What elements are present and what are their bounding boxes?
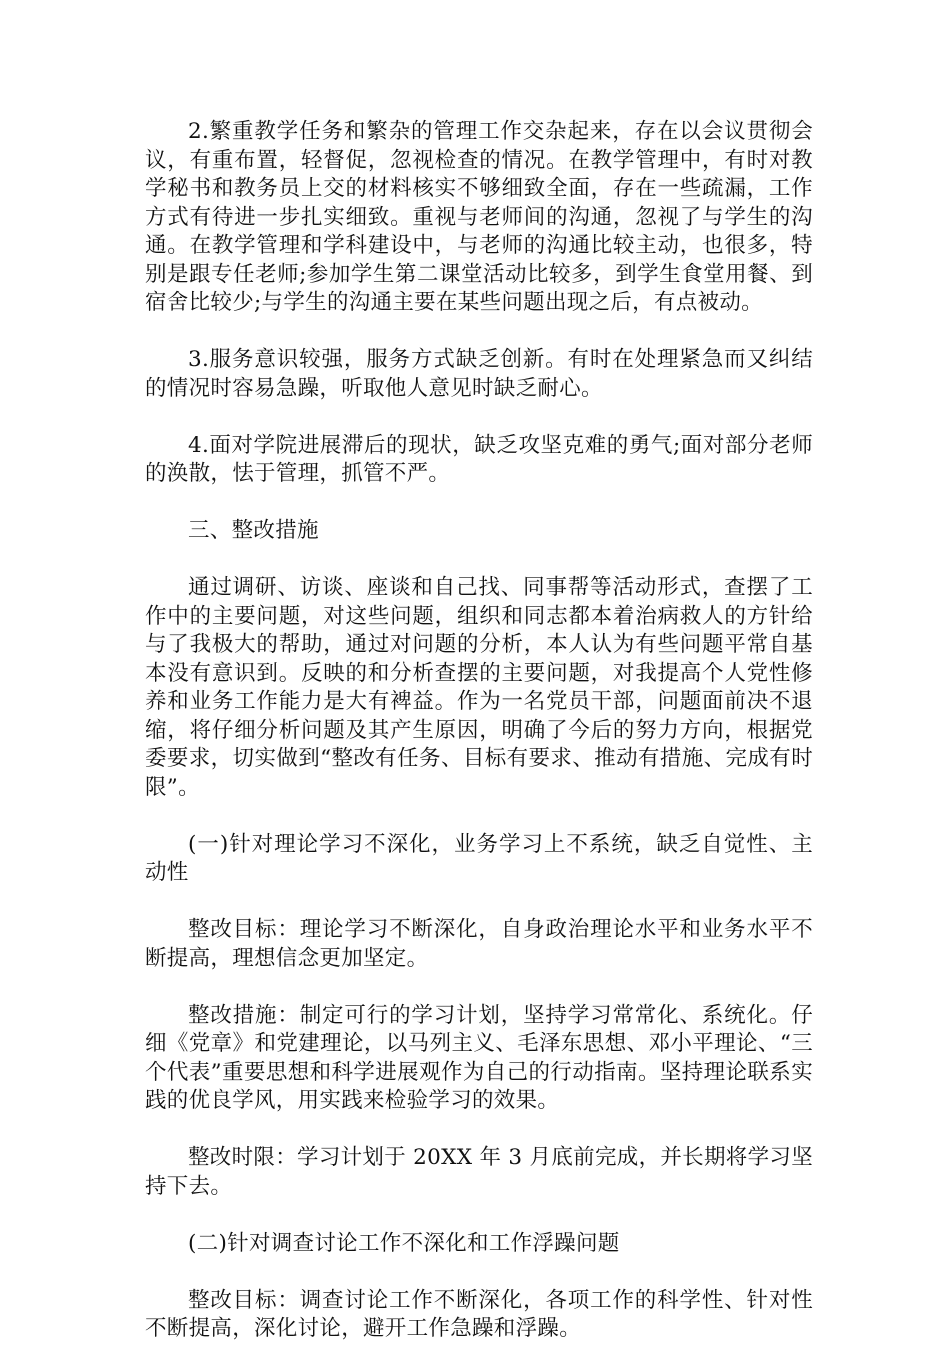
subheading-item-2: (二)针对调查讨论工作不深化和工作浮躁问题 [188,1230,620,1256]
document-page [145,118,813,1372]
subheading-item-1: (一)针对理论学习不深化，业务学习上不系统，缺乏自觉性、主动性 [145,831,813,885]
paragraph-problem-3: 3.服务意识较强，服务方式缺乏创新。有时在处理紧急而又纠结的情况时容易急躁，听取他人意见时缺乏耐心。 [145,347,813,401]
paragraph-measures-1: 整改措施：制定可行的学习计划，坚持学习常常化、系统化。仔细《党章》和党建理论，以马列主义、毛泽东思想、邓小平理论、“三个代表”重要思想和科学进展观作为自己的行动指南。坚持理论联系实践的优良学风，用实践来检验学习的效果。 [145,1002,813,1113]
paragraph-problem-4: 4.面对学院进展滞后的现状，缺乏攻坚克难的勇气;面对部分老师的涣散，怯于管理，抓管不严。 [145,432,813,486]
paragraph-problem-2: 2.繁重教学任务和繁杂的管理工作交杂起来，存在以会议贯彻会议，有重布置，轻督促，忽视检查的情况。在教学管理中，有时对教学秘书和教务员上交的材料核实不够细致全面，存在一些疏漏，工作方式有待进一步扎实细致。重视与老师间的沟通，忽视了与学生的沟通。在教学管理和学科建设中，与老师的沟通比较主动，也很多，特别是跟专任老师;参加学生第二课堂活动比较多，到学生食堂用餐、到宿舍比较少;与学生的沟通主要在某些问题出现之后，有点被动。 [145,119,813,315]
paragraph-intro: 通过调研、访谈、座谈和自己找、同事帮等活动形式，查摆了工作中的主要问题，对这些问题，组织和同志都本着治病救人的方针给与了我极大的帮助，通过对问题的分析，本人认为有些问题平常自基本没有意识到。反映的和分析查摆的主要问题，对我提高个人党性修养和业务工作能力是大有裨益。作为一名党员干部，问题面前决不退缩，将仔细分析问题及其产生原因，明确了今后的努力方向，根据党委要求，切实做到“整改有任务、目标有要求、推动有措施、完成有时限”。 [145,575,813,800]
paragraph-deadline-1: 整改时限：学习计划于 20XX 年 3 月底前完成，并长期将学习坚持下去。 [145,1145,813,1199]
paragraph-goal-1: 整改目标：理论学习不断深化，自身政治理论水平和业务水平不断提高，理想信念更加坚定。 [145,917,813,971]
paragraph-goal-2: 整改目标：调查讨论工作不断深化，各项工作的科学性、针对性不断提高，深化讨论，避开工作急躁和浮躁。 [145,1287,813,1341]
section-heading-rectification: 三、整改措施 [188,518,319,543]
